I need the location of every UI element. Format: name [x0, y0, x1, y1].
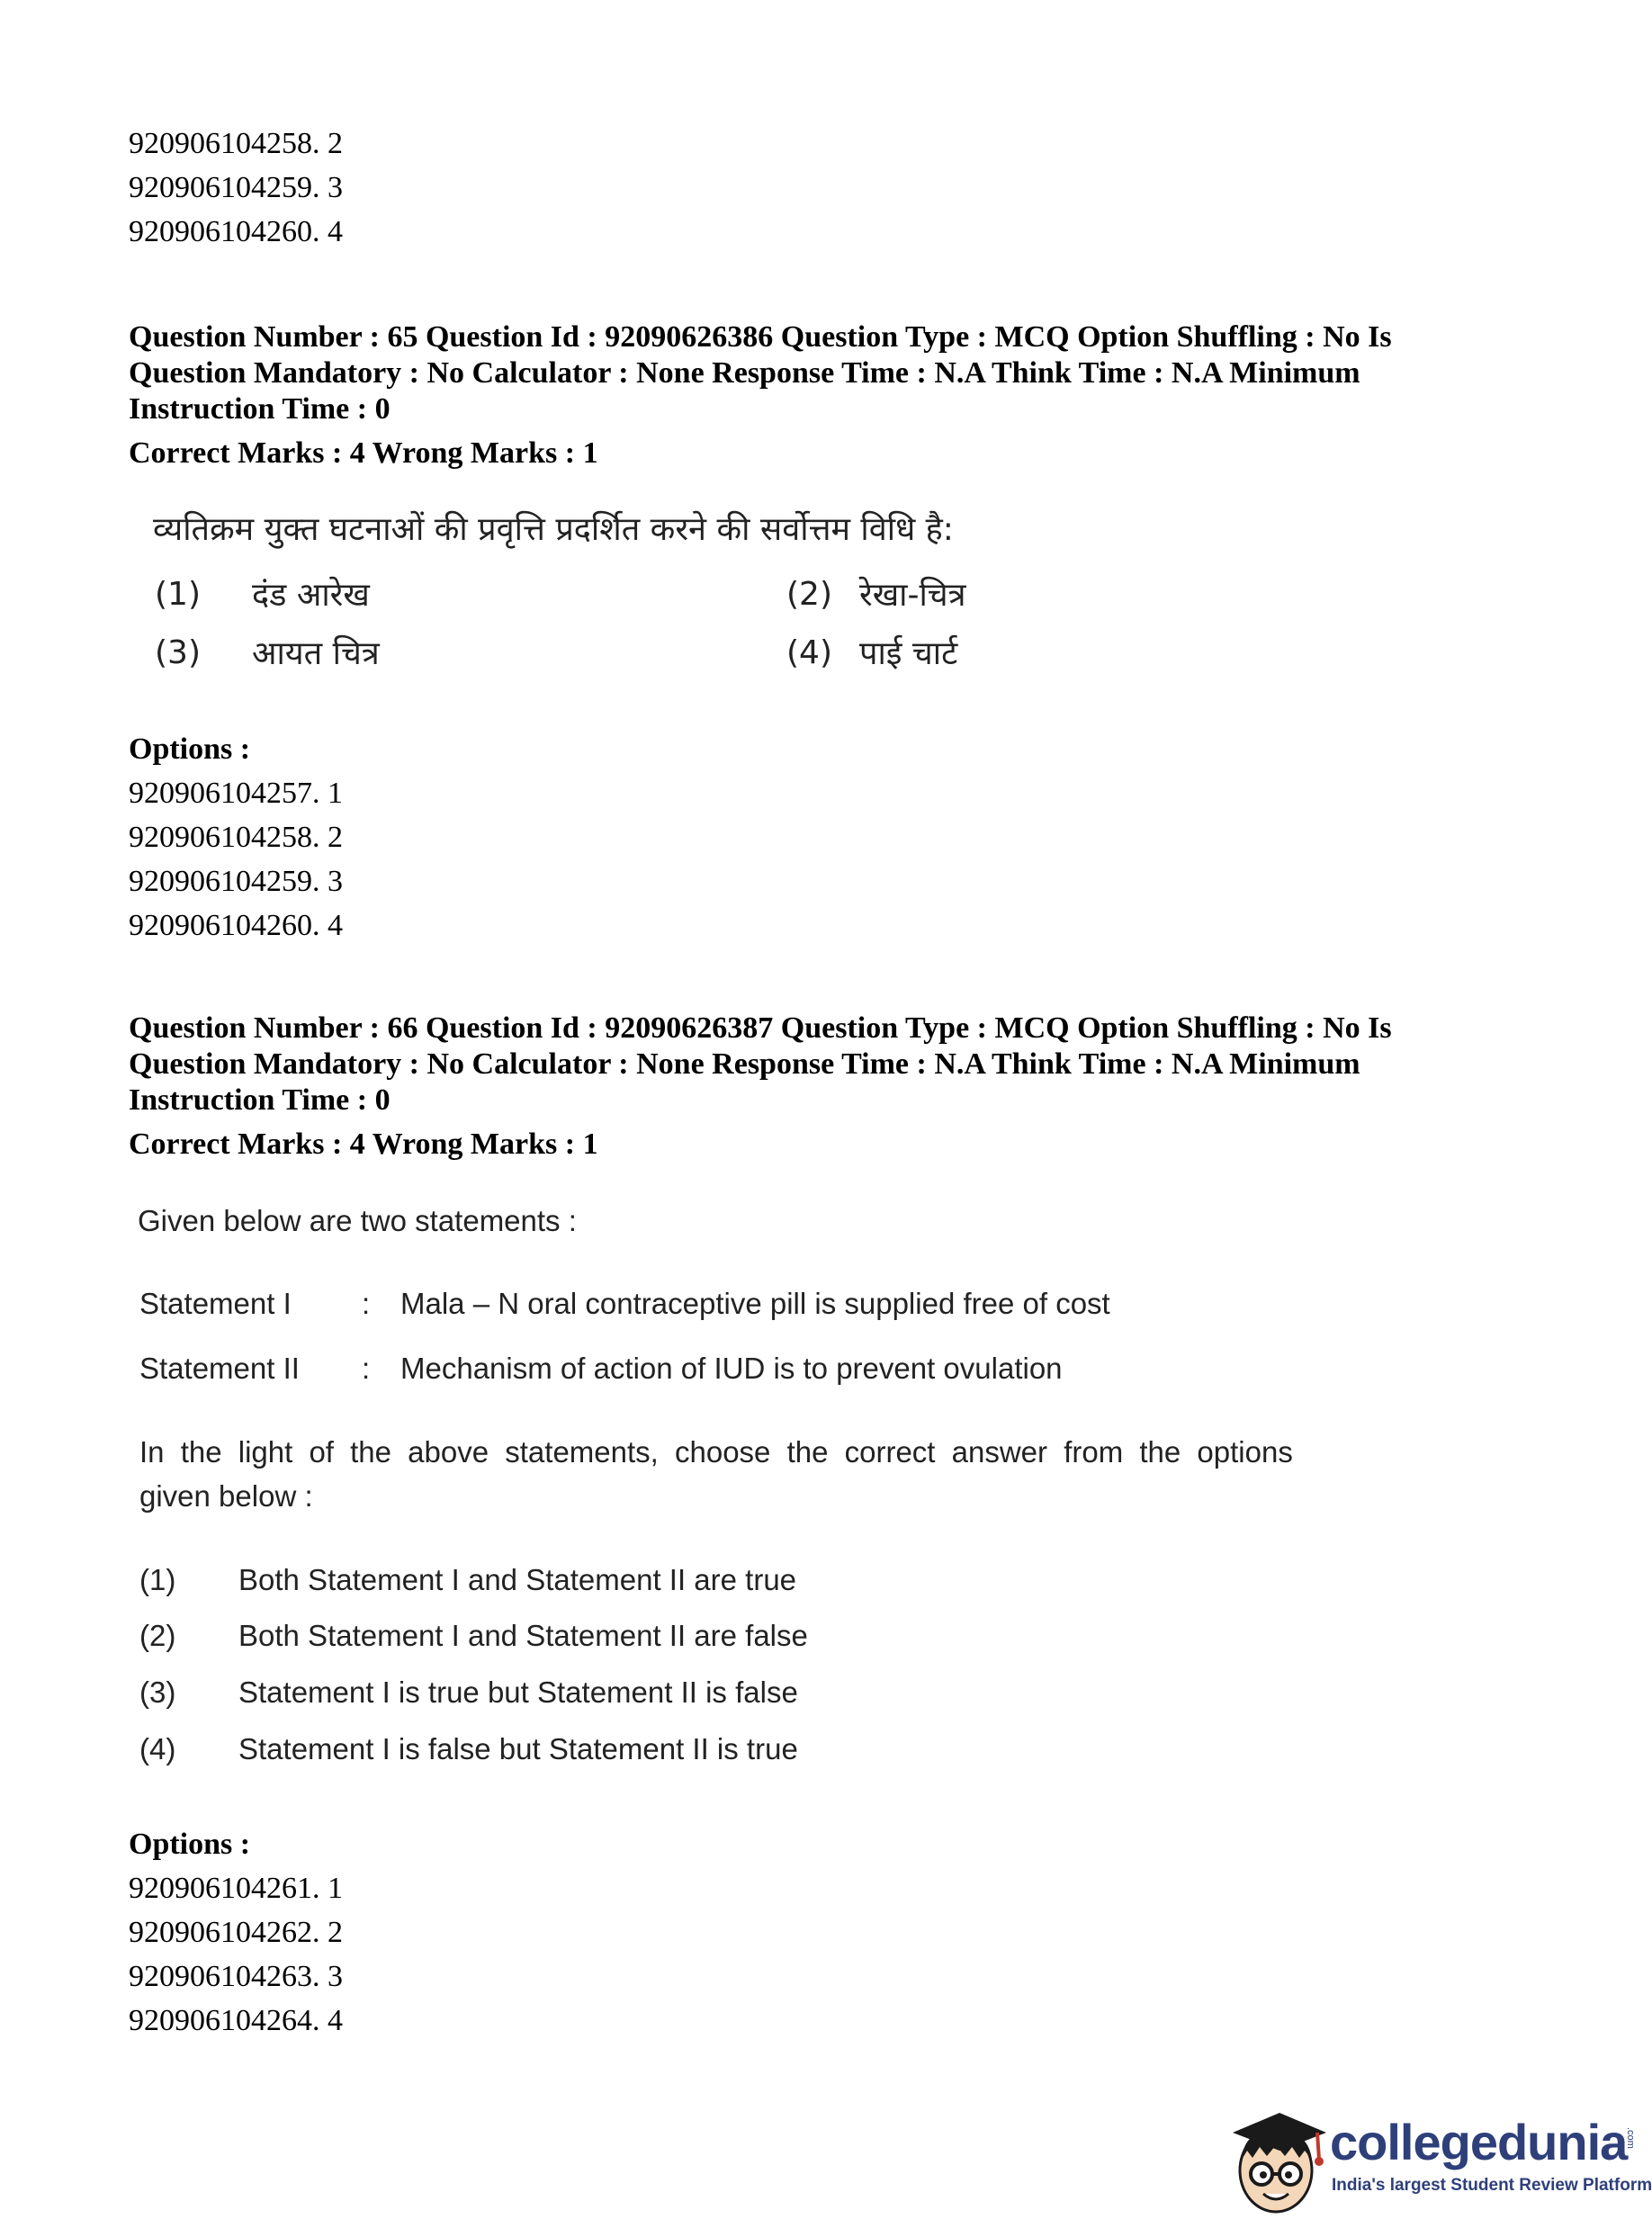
q66-meta-line-2: Question Mandatory : No Calculator : None Response Time : N.A Think Time : N.A Minimum — [129, 1047, 1360, 1081]
q65-meta-line-2: Question Mandatory : No Calculator : None Response Time : N.A Think Time : N.A Minimum — [129, 356, 1360, 390]
q66-intro: Given below are two statements : — [138, 1204, 577, 1237]
option-line: 920906104260. 4 — [129, 215, 343, 248]
q66-prompt-line-1: In the light of the above statements, choose the correct answer from the options — [139, 1435, 1293, 1469]
option-line: 920906104260. 4 — [129, 909, 343, 942]
q65-meta-line-3: Instruction Time : 0 — [129, 392, 391, 426]
top-options-list — [129, 121, 343, 254]
q66-statement-2-sep: : — [362, 1352, 371, 1385]
q66-choice-1-text: Both Statement I and Statement II are true — [238, 1563, 797, 1596]
q65-options-list — [129, 771, 343, 948]
option-line: 920906104257. 1 — [129, 777, 343, 810]
q66-choice-1-num: (1) — [139, 1563, 176, 1596]
q65-choice-3-text: आयत चित्र — [252, 635, 380, 672]
q65-choice-2-text: रेखा-चित्र — [859, 577, 966, 614]
q66-meta-line-3: Instruction Time : 0 — [129, 1083, 391, 1117]
q66-statement-2-text: Mechanism of action of IUD is to prevent ovulation — [400, 1352, 1063, 1385]
q66-choice-2-num: (2) — [139, 1619, 176, 1652]
q65-meta-line-1: Question Number : 65 Question Id : 92090626386 Question Type : MCQ Option Shuffling : No Is — [129, 320, 1392, 354]
q66-choice-4-num: (4) — [139, 1732, 176, 1765]
q65-choice-4-num: (4) — [786, 634, 832, 671]
q66-prompt-line-2: given below : — [139, 1479, 313, 1513]
q66-choice-3-num: (3) — [139, 1675, 176, 1709]
q65-choice-3-num: (3) — [155, 634, 201, 671]
logo-wordmark: collegedunia — [1330, 2114, 1628, 2170]
collegedunia-logo — [1224, 2097, 1652, 2223]
option-line: 920906104259. 3 — [129, 865, 343, 898]
option-line: 920906104261. 1 — [129, 1872, 343, 1905]
q65-options-label: Options : — [129, 732, 251, 766]
mascot-icon — [1224, 2097, 1332, 2223]
q66-choice-2-text: Both Statement I and Statement II are false — [238, 1619, 808, 1652]
q66-statement-1-sep: : — [362, 1287, 371, 1320]
option-line: 920906104263. 3 — [129, 1960, 343, 1993]
q66-choice-3-text: Statement I is true but Statement II is false — [238, 1675, 798, 1709]
option-line: 920906104264. 4 — [129, 2004, 343, 2037]
q65-choice-1-text: दंड आरेख — [252, 577, 370, 614]
q65-marks: Correct Marks : 4 Wrong Marks : 1 — [129, 436, 598, 470]
logo-tagline: India's largest Student Review Platform — [1332, 2176, 1652, 2195]
q66-choice-4-text: Statement I is false but Statement II is true — [238, 1732, 798, 1765]
option-line: 920906104259. 3 — [129, 171, 343, 204]
option-line: 920906104262. 2 — [129, 1916, 343, 1949]
q66-options-label: Options : — [129, 1828, 251, 1861]
q65-choice-1-num: (1) — [155, 576, 201, 613]
option-line: 920906104258. 2 — [129, 127, 343, 160]
q66-options-list — [129, 1866, 343, 2043]
q66-meta — [129, 1011, 1532, 1163]
q65-choice-2-num: (2) — [786, 576, 832, 613]
q65-choice-4-text: पाई चार्ट — [859, 635, 958, 672]
q66-marks: Correct Marks : 4 Wrong Marks : 1 — [129, 1127, 598, 1161]
logo-dotcom: .com — [1625, 2127, 1636, 2149]
q65-question-text: व्यतिक्रम युक्त घटनाओं की प्रवृत्ति प्रदर्शित करने की सर्वोत्तम विधि है: — [153, 511, 954, 548]
q66-statement-1-label: Statement I — [139, 1287, 292, 1320]
option-line: 920906104258. 2 — [129, 821, 343, 854]
q66-statement-2-label: Statement II — [139, 1352, 300, 1385]
q66-meta-line-1: Question Number : 66 Question Id : 92090626387 Question Type : MCQ Option Shuffling : No Is — [129, 1011, 1392, 1045]
q65-meta — [129, 319, 1532, 472]
q66-statement-1-text: Mala – N oral contraceptive pill is supplied free of cost — [400, 1287, 1110, 1320]
